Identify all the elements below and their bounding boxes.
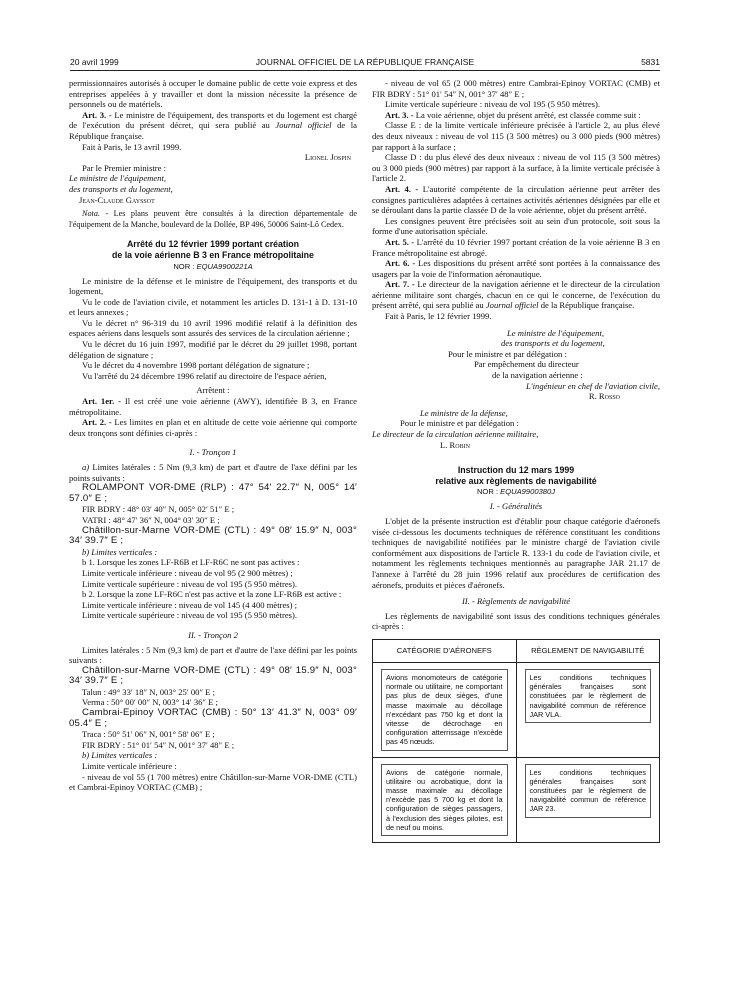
point-verma: Verma : 50° 00′ 00″ N, 003° 14′ 36″ E ; bbox=[82, 697, 218, 708]
article-4-r: Art. 4. - L'autorité compétente de la circulation aérienne peut arrêter des consignes particulières adaptées à certaines activités aériennes désignées par elle et se déroulant dans la partie classée D de la voie aérienne, objet du présent arrêté. bbox=[372, 183, 660, 216]
minister-title-1: Le ministre de l'équipement, bbox=[69, 173, 166, 184]
arrete-title-1: Arrêté du 12 février 1999 portant création bbox=[126, 239, 300, 250]
par-premier-ministre: Par le Premier ministre : bbox=[82, 162, 167, 173]
signature-block-1: Le ministre de l'équipement, des transports et du logement, bbox=[501, 327, 605, 349]
signature-gayssot: Jean-Claude Gayssot bbox=[79, 194, 155, 205]
table-cell: Les conditions techniques générales françaises sont constituées par le règlement de navigabilité commun de référence JAR VLA. bbox=[525, 669, 652, 723]
visa: Vu le décret du 4 novembre 1998 portant délégation de signature ; bbox=[82, 360, 310, 371]
t2-n55: - niveau de vol 55 (1 700 mètres) entre Châtillon-sur-Marne VOR-DME (CTL) et Cambrai-Epinoy VORTAC (CMB) ; bbox=[69, 771, 357, 793]
instruction-title-1: Instruction du 12 mars 1999 bbox=[457, 465, 575, 476]
b2-sup: Limite verticale supérieure : niveau de vol 195 (5 950 mètres). bbox=[82, 610, 298, 621]
troncon-2-title: II. - Tronçon 2 bbox=[188, 629, 238, 640]
point-traca: Traca : 50° 51′ 06″ N, 001° 58′ 06″ E ; bbox=[82, 729, 215, 740]
reglements-title: II. - Règlements de navigabilité bbox=[461, 596, 571, 607]
s2-delegation: Pour le ministre et par délégation : bbox=[400, 418, 519, 429]
table-cell: Les conditions techniques générales françaises sont constituées par le règlement de navigabilité commun de référence JAR 23. bbox=[525, 764, 652, 818]
visa: Vu l'arrêté du 24 décembre 1996 relatif au directoire de l'espace aérien, bbox=[82, 370, 327, 381]
troncon-1-title: I. - Tronçon 1 bbox=[189, 447, 237, 458]
article-1: Art. 1er. - Il est créé une voie aérienne (AWY), identifiée B 3, en France métropolitaine. bbox=[69, 396, 357, 417]
visa: Le ministre de la défense et le ministre de l'équipement, des transports et du logement, bbox=[69, 275, 357, 297]
table-row bbox=[373, 662, 660, 757]
page-header bbox=[70, 57, 660, 71]
s2-ministre: Le ministre de la défense, bbox=[420, 407, 508, 418]
signature-rosso: R. Rosso bbox=[588, 391, 620, 402]
troncon-2-vertical: b) Limites verticales : bbox=[82, 750, 158, 761]
classe-d: Classe D : du plus élevé des deux niveaux : niveau de vol 115 (3 500 mètres) ou 3 000 pieds (900 mètres) par rapport à la surface, à la limite verticale précisée à l'article 2. bbox=[372, 152, 660, 184]
b1: b 1. Lorsque les zones LF-R6B et LF-R6C ne sont pas actives : bbox=[82, 557, 300, 568]
header-page-number: 5831 bbox=[641, 57, 660, 67]
header-journal-title: JOURNAL OFFICIEL DE LA RÉPUBLIQUE FRANÇAISE bbox=[255, 57, 475, 67]
table-cell: Avions de catégorie normale, utilitaire ou acrobatique, dont la masse maximale au décollage n'excède pas 5 700 kg et dont la configuration de sièges passagers, à l'exclusion des sièges pilotes, est de neuf ou moins. bbox=[381, 764, 508, 836]
s1-empechement: Par empêchement du directeur bbox=[474, 359, 579, 370]
nota: Nota. - Les plans peuvent être consultés à la direction départementale de l'équipement de la Manche, boulevard de la Dollée, BP 496, 50006 Saint-Lô Cedex. bbox=[69, 209, 357, 229]
point-talun: Talun : 49° 33′ 18″ N, 003° 25′ 00″ E ; bbox=[82, 686, 215, 697]
troncon-1-lateral: a) Limites latérales : 5 Nm (9,3 km) de part et d'autre de l'axe défini par les points suivants : bbox=[69, 462, 357, 483]
navigability-table bbox=[372, 639, 660, 843]
sup: Limite verticale supérieure : niveau de vol 195 (5 950 mètres). bbox=[385, 99, 601, 110]
header-rule bbox=[70, 70, 660, 71]
point-vatri: VATRI : 48° 47′ 36″ N, 004° 03′ 30″ E ; bbox=[82, 514, 220, 525]
point-chatillon: Châtillon-sur-Marne VOR-DME (CTL) : 49° 08′ 15.9″ N, 003° 34′ 39.7″ E ; bbox=[69, 524, 357, 547]
t2-inf: Limite verticale inférieure : bbox=[82, 761, 177, 772]
point-fir-2: FIR BDRY : 51° 01′ 54″ N, 001° 37′ 48″ E ; bbox=[82, 739, 235, 750]
point-rolampont: ROLAMPONT VOR-DME (RLP) : 47° 54′ 22.7″ N, 005° 14′ 57.0″ E ; bbox=[69, 482, 357, 504]
header-date: 20 avril 1999 bbox=[70, 57, 119, 67]
fait-date-r: Fait à Paris, le 12 février 1999. bbox=[385, 311, 492, 322]
n65: - niveau de vol 65 (2 000 mètres) entre Cambrai-Epinoy VORTAC (CMB) et FIR BDRY : 51° 01′ 54″ N, 001° 37′ 48″ E ; bbox=[372, 78, 660, 99]
instruction-title-2: relative aux règlements de navigabilité bbox=[435, 475, 597, 486]
article-4-p2: Les consignes peuvent être précisées soit au sein d'un protocole, soit sous la forme d'une autorisation spéciale. bbox=[372, 215, 660, 237]
s1-navigation: de la navigation aérienne : bbox=[492, 370, 583, 381]
fait-date: Fait à Paris, le 13 avril 1999. bbox=[82, 141, 182, 152]
generalites-text: L'objet de la présente instruction est d'établir pour chaque catégorie d'aéronefs visée ci-dessous les documents techniques de référence constituant les conditions techniques de navigabilité notifiées par le ministre chargé de l'aviation civile conformément aux dispositions de l'article R. 133-1 du code de l'aviation civile, et notamment les règlements techniques mentionnés au paragraphe JAR 21.17 de l'annexe à l'arrêté du 28 juin 1996 relatif aux procédures de certification des aéronefs, produits et pièces d'aéronefs. bbox=[372, 515, 660, 590]
arretent: Arrêtent : bbox=[196, 385, 230, 396]
article-6-r: Art. 6. - Les dispositions du présent arrêté sont portées à la connaissance des usagers par la voie de l'information aéronautique. bbox=[372, 258, 660, 279]
minister-title-2: des transports et du logement, bbox=[69, 183, 173, 194]
visa: Vu le décret n° 96-319 du 10 avril 1996 modifié relatif à la définition des espaces aériens dans lesquels sont assurés des services de la circulation aérienne ; bbox=[69, 317, 357, 339]
table-header: CATÉGORIE D'AÉRONEFS bbox=[373, 639, 517, 662]
visa: Vu le décret du 16 juin 1997, modifié par le décret du 29 juillet 1998, portant délégation de signature ; bbox=[69, 339, 357, 360]
article-2: Art. 2. - Les limites en plan et en altitude de cette voie aérienne qui comporte deux tronçons sont définies ci-après : bbox=[69, 417, 357, 438]
article-7-r: Art. 7. - Le directeur de la navigation aérienne et le directeur de la circulation aérienne militaire sont chargés, chacun en ce qui le concerne, de l'exécution du présent arrêté, qui sera publié au Journal officiel de la République française. bbox=[372, 279, 660, 311]
troncon-1-vertical: b) Limites verticales : bbox=[82, 546, 158, 557]
s1-delegation: Pour le ministre et par délégation : bbox=[448, 348, 567, 359]
signature-jospin: Lionel Jospin bbox=[304, 152, 351, 163]
s1-ingenieur: L'ingénieur en chef de l'aviation civile, bbox=[526, 380, 660, 391]
point-cambrai: Cambrai-Epinoy VORTAC (CMB) : 50° 13′ 41.3″ N, 003° 09′ 05.4″ E ; bbox=[69, 707, 357, 729]
nor-reference: NOR : EQUA9900221A bbox=[173, 261, 253, 271]
table-cell: Avions monomoteurs de catégorie normale ou utilitaire, ne comportant pas plus de deux sièges, d'une masse maximale au décollage n'excédant pas 750 kg et dont la vitesse de décrochage en configuration atterrissage n'excède pas 45 nœuds. bbox=[381, 669, 508, 751]
left-column bbox=[69, 78, 357, 793]
troncon-2-lateral: Limites latérales : 5 Nm (9,3 km) de part et d'autre de l'axe défini par les points suivants : bbox=[69, 644, 357, 666]
paragraph: permissionnaires autorisés à occuper le domaine public de cette voie express et des entreprises appelées à y travailler et dont la mission nécessite la présence de personnels ou de matériels. bbox=[69, 78, 357, 110]
b1-sup: Limite verticale supérieure : niveau de vol 195 (5 950 mètres). bbox=[82, 578, 298, 589]
point-fir: FIR BDRY : 48° 03′ 40″ N, 005° 02′ 51″ E ; bbox=[82, 504, 235, 515]
classe-e: Classe E : de la limite verticale inférieure précisée à l'article 2, au plus élevé des deux niveaux : niveau de vol 115 (3 500 mètres) ou 3 000 pieds (900 mètres) par rapport à la surface ; bbox=[372, 120, 660, 152]
point-chatillon-2: Châtillon-sur-Marne VOR-DME (CTL) : 49° 08′ 15.9″ N, 003° 34′ 39.7″ E ; bbox=[69, 664, 357, 687]
arrete-title-2: de la voie aérienne B 3 en France métropolitaine bbox=[112, 249, 314, 260]
nor-reference-r: NOR : EQUA9900380J bbox=[476, 487, 556, 497]
b1-inf: Limite verticale inférieure : niveau de vol 95 (2 900 mètres) ; bbox=[82, 567, 293, 578]
generalites-title: I. - Généralités bbox=[489, 501, 543, 512]
b2: b 2. Lorsque la zone LF-R6C n'est pas active et la zone LF-R6B est active : bbox=[82, 589, 342, 600]
right-column bbox=[372, 78, 660, 843]
signature-robin: L. Robin bbox=[440, 439, 470, 450]
article-3: Art. 3. - Le ministre de l'équipement, des transports et du logement est chargé de l'exécution du présent décret, qui sera publié au Journal officiel de la République française. bbox=[69, 109, 357, 141]
table-header-row bbox=[373, 639, 660, 662]
table-row bbox=[373, 757, 660, 842]
visa: Vu le code de l'aviation civile, et notamment les articles D. 131-1 à D. 131-10 et leurs annexes ; bbox=[69, 296, 357, 318]
article-5-r: Art. 5. - L'arrêté du 10 février 1997 portant création de la voie aérienne B 3 en France métropolitaine est abrogé. bbox=[372, 236, 660, 258]
reglements-text: Les règlements de navigabilité sont issus des conditions techniques générales ci-après : bbox=[372, 610, 660, 632]
table-header: RÈGLEMENT DE NAVIGABILITÉ bbox=[516, 639, 660, 662]
b2-inf: Limite verticale inférieure : niveau de vol 145 (4 400 mètres) ; bbox=[82, 599, 298, 610]
s2-directeur: Le directeur de la circulation aérienne militaire, bbox=[372, 429, 539, 439]
article-3-r: Art. 3. - La voie aérienne, objet du présent arrêté, est classée comme suit : bbox=[385, 109, 641, 120]
